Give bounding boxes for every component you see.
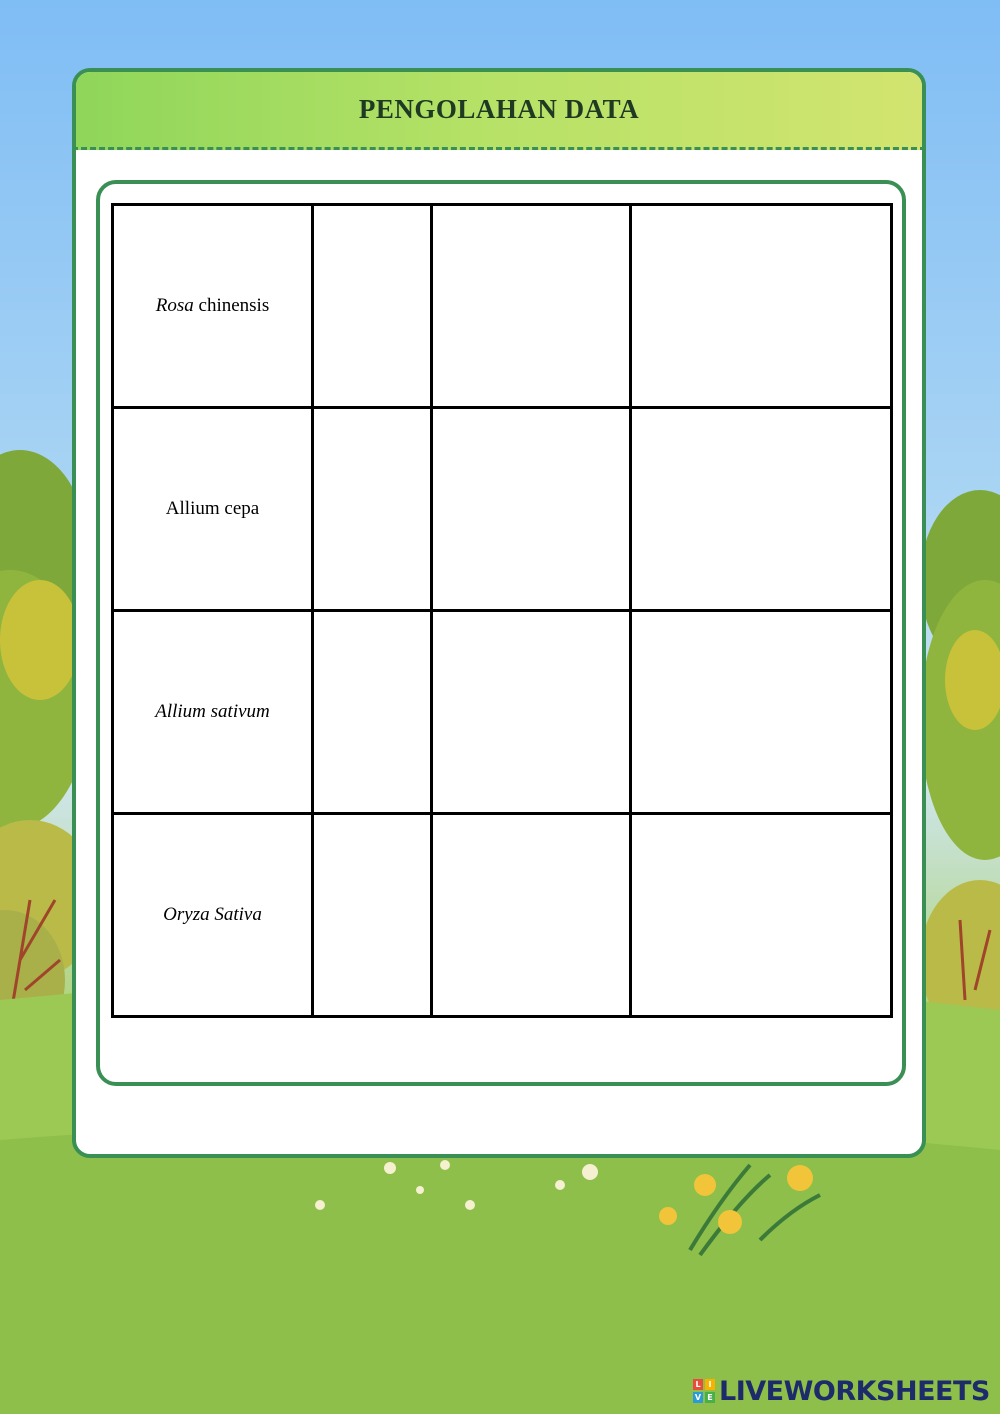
header-banner [72, 68, 926, 150]
answer-cell[interactable] [432, 611, 631, 814]
species-name-italic: Allium sativum [155, 701, 270, 722]
logo-letter: V [694, 1393, 702, 1402]
answer-cell[interactable] [432, 408, 631, 611]
logo-letter: L [693, 1379, 703, 1390]
logo-letter: E [705, 1392, 715, 1403]
logo-text: LIVEWORKSHEETS [719, 1375, 990, 1407]
data-table [111, 203, 893, 1018]
table-row [113, 814, 892, 1017]
logo-icon [693, 1379, 715, 1403]
species-name-regular: chinensis [193, 295, 270, 316]
answer-cell[interactable] [631, 408, 892, 611]
answer-cell[interactable] [432, 205, 631, 408]
species-name-cell [113, 611, 313, 814]
species-name-cell [113, 205, 313, 408]
answer-cell[interactable] [432, 814, 631, 1017]
table-row [113, 205, 892, 408]
table-row [113, 611, 892, 814]
right-trees-decoration [920, 490, 1000, 1040]
species-name-regular: Allium cepa [165, 498, 260, 519]
answer-cell[interactable] [313, 205, 432, 408]
liveworksheets-logo[interactable] [693, 1374, 990, 1408]
answer-cell[interactable] [631, 205, 892, 408]
species-name-italic: Rosa [155, 295, 194, 316]
species-name-italic: Oryza Sativa [163, 904, 262, 925]
answer-cell[interactable] [313, 408, 432, 611]
answer-cell[interactable] [631, 814, 892, 1017]
logo-letter: I [705, 1379, 715, 1390]
species-name-cell [113, 408, 313, 611]
answer-cell[interactable] [631, 611, 892, 814]
table-row [113, 408, 892, 611]
table-frame [96, 180, 906, 1086]
answer-cell[interactable] [313, 611, 432, 814]
worksheet-card [72, 68, 926, 1158]
species-name-cell [113, 814, 313, 1017]
answer-cell[interactable] [313, 814, 432, 1017]
page-title: PENGOLAHAN DATA [358, 93, 640, 124]
